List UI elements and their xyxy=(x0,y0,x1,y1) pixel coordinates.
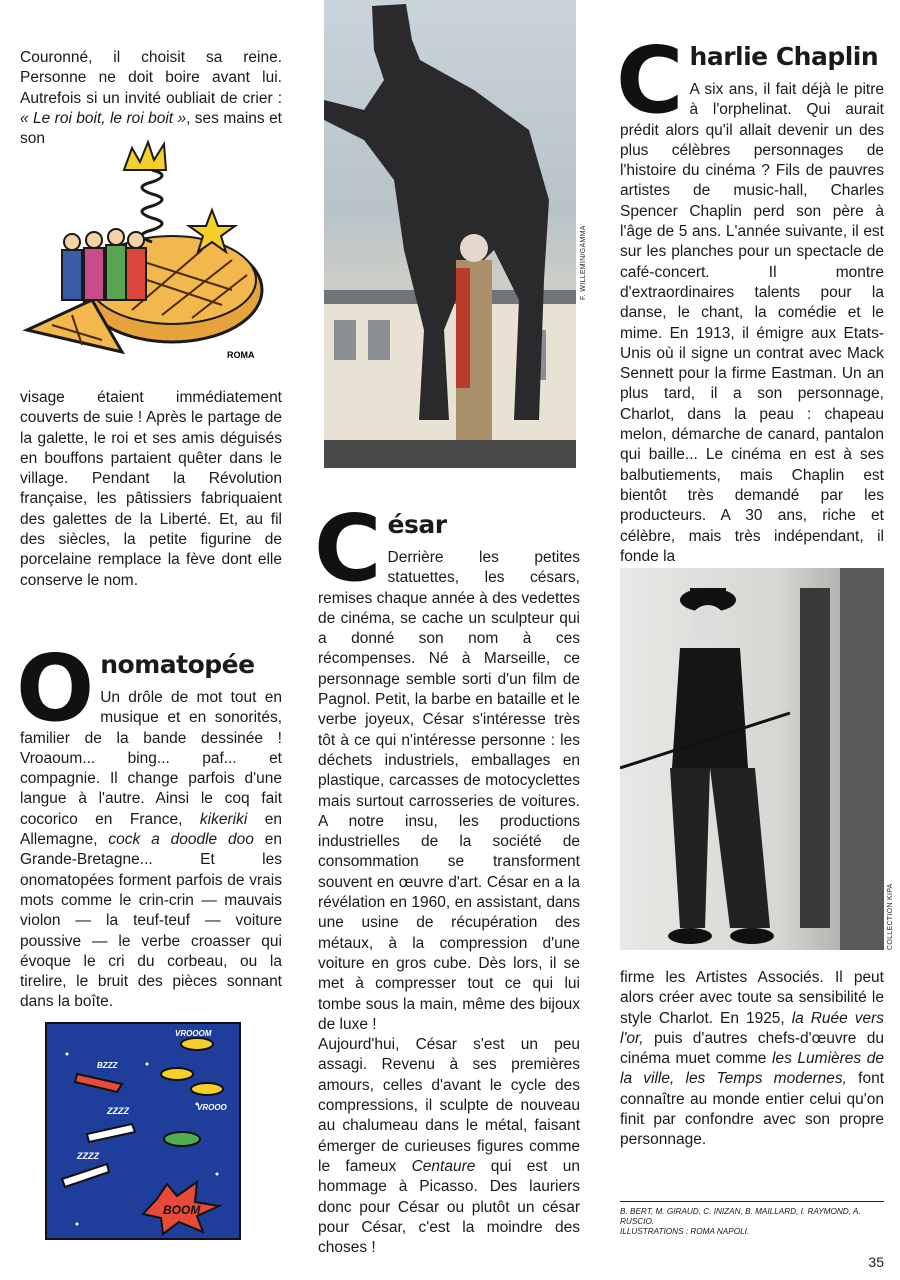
cesar-heading: ésar xyxy=(387,510,447,539)
svg-text:VROOOM: VROOOM xyxy=(175,1029,212,1038)
illus1-signature: ROMA xyxy=(227,350,255,360)
cesar-drop-cap: C xyxy=(314,495,382,602)
svg-text:ZZZZ: ZZZZ xyxy=(107,1106,129,1116)
onomatopee-drop-cap: O xyxy=(16,635,95,742)
chaplin-section: C harlie Chaplin A six ans, il fait déjà le pitre à l'orphelinat. Qui aurait prédit alors qu'il allait devenir un des plus célèbres personnages de l'histoire du cinéma ? Fils de pauvres artistes de music-hall, Charles Spencer Chaplin perd son père à l'âge de 5 ans. L'année suivante, il est sur les planches pour un spectacle de café-concert. Il montre d'extraordinaires talents pour la danse, le chant, la comédie et le mime. En 1913, il émigre aux Etats-Unis où il signe un contrat avec Mack Sennett pour la firme Eastman. Un an plus tard, il a son personnage, Charlot, dans la peau : chapeau melon, démarche de canard, pantalon qui baille... Le cinéma en est à ses balbutiements, mais Chaplin est bientôt très demandé par les producteurs. A 30 ans, riche et célèbre, mais très indépendant, il fonde la xyxy=(616,27,884,565)
col1-continued-text: visage étaient immédiatement couverts de suie ! Après le partage de la galette, le roi et ses amis déguisés en bouffons partaient quêter dans le village. Pendant la Révolution française, les pâtissiers fabriquaient des galettes de la Liberté. Et, au fil des siècles, la petite figurine de porcelaine remplace la fève dont elle conserve le nom. xyxy=(20,389,282,589)
svg-text:BOOM: BOOM xyxy=(163,1203,201,1217)
chaplin-drop-cap: C xyxy=(616,27,684,134)
footer-divider xyxy=(620,1201,884,1202)
col1-top-text: Couronné, il choisit sa reine. Personne ne doit boire avant lui. Autrefois si un invité oubliait de crier : « Le roi boit, le roi boit », ses mains et son xyxy=(20,49,282,148)
svg-text:VROOO: VROOO xyxy=(197,1103,227,1112)
svg-text:ZZZZ: ZZZZ xyxy=(77,1151,99,1161)
chaplin-heading: harlie Chaplin xyxy=(689,42,879,71)
svg-text:BZZZ: BZZZ xyxy=(97,1061,118,1070)
chaplin-continued: firme les Artistes Associés. Il peut alors créer avec toute sa sensibilité le style Charlot. En 1925, la Ruée vers l'or, puis d'autres chefs-d'œuvre du cinéma muet comme les Lumières de la ville, les Temps modernes, font connaître au monde entier celui qu'on finit par confondre avec son propre personnage. xyxy=(620,969,885,1149)
galette-illustration xyxy=(22,130,267,370)
cesar-photo-credit: F. WILLEMIN/GAMMA xyxy=(580,225,587,300)
space-comic-illustration xyxy=(45,1022,241,1240)
page-number: 35 xyxy=(868,1254,884,1270)
cesar-centaure-photo xyxy=(324,0,576,468)
cesar-section: C ésar Derrière les petites statuettes, les césars, remises chaque année à des vedettes de cinéma, se cache un sculpteur qui a donné son nom à ces récompenses. Né à Marseille, ce personnage semble sorti d'un film de Pagnol. Petit, la barbe en bataille et le verbe joyeux, César s'intéresse très tôt à ce qui n'intéresse personne : les déchets industriels, emballages en plastique, carcasses de motocyclettes mais surtout carrosseries de voitures. A notre insu, les productions industrielles de la société de consommation se transforment souvent en œuvre d'art. César en a la révélation en 1960, en assistant, dans une usine de récupération des métaux, à la compression d'une voiture en gros cube. Dès lors, il se met à compresser tout ce qui lui tombe sous la main, même des bijoux de luxe ! Aujourd'hui, César s'est un peu assagi. Revenu à ses premières amours, celles d'avant le cycle des compressions, il sculpte de nouveau au chalumeau dans le métal, faisant émerger de curieuses figures comme le fameux Centaure qui est un hommage à Picasso. Des lauriers donc pour César ou plutôt un césar pour César, c'est la moindre des choses ! xyxy=(314,495,581,1257)
authors-credits: B. BERT, M. GIRAUD, C. INIZAN, B. MAILLARD, I. RAYMOND, A. RUSCIO. ILLUSTRATIONS : ROMA NAPOLI. xyxy=(620,1207,861,1236)
onomatopee-section: O nomatopée Un drôle de mot tout en musique et en sonorités, familier de la bande dessinée ! Vroaoum... bing... paf... et compagnie. Il change parfois d'une langue à l'autre. Ainsi le coq fait cocorico en France, kikeriki en Allemagne, cock a doodle doo en Grande-Bretagne... Et les onomatopées forment parfois de vrais mots comme le crin-crin — mauvais violon — la teuf-teuf — voiture poussive — le verbe croasser qui évoque le cri du corbeau, ou la tirelire, le bruit des pièces sonnant dans la boîte. xyxy=(16,635,282,1011)
chaplin-photo-credit: COLLECTION KIPA xyxy=(887,883,894,950)
onomatopee-heading: nomatopée xyxy=(100,650,255,679)
chaplin-photo xyxy=(620,568,884,950)
